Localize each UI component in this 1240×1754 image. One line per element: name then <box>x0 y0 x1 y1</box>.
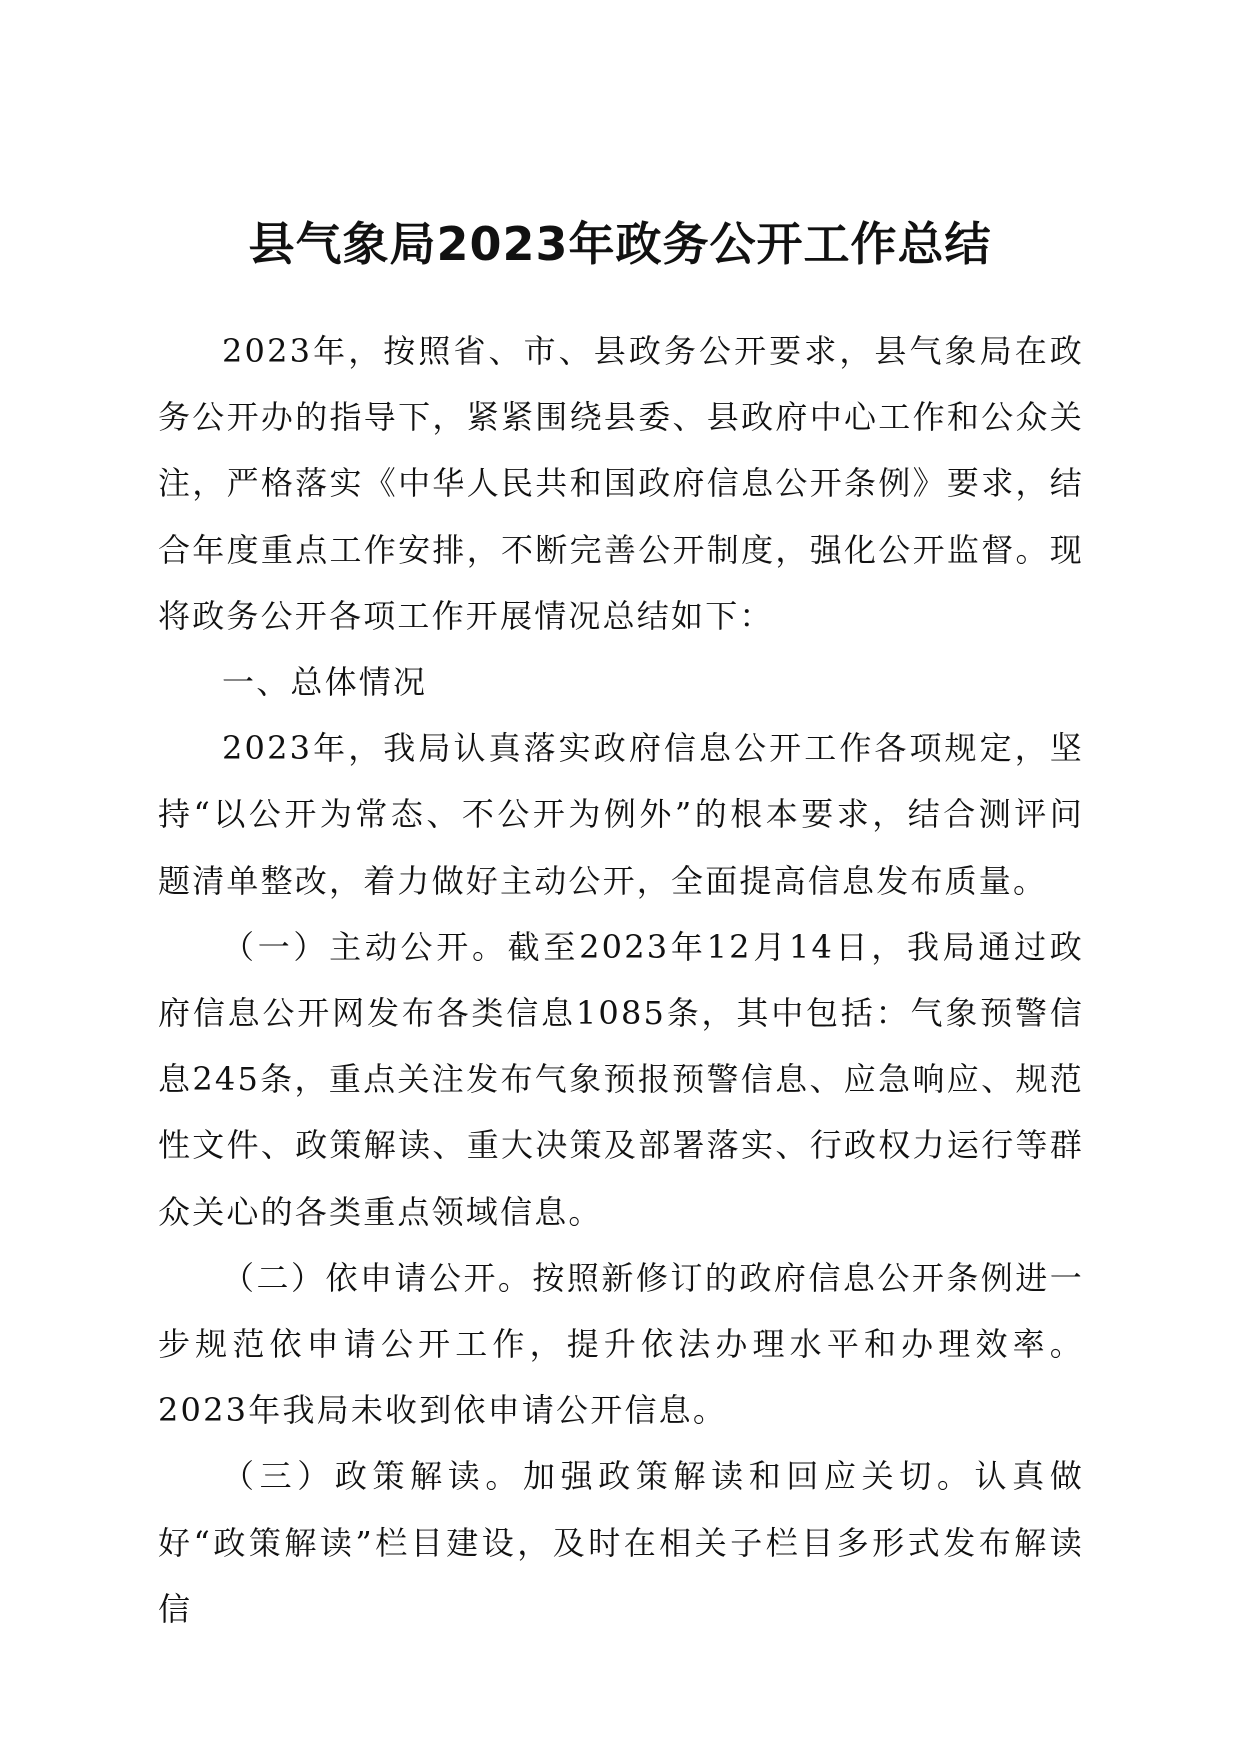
overview-paragraph: 2023年，我局认真落实政府信息公开工作各项规定，坚持“以公开为常态、不公开为例外”的根本要求，结合测评问题清单整改，着力做好主动公开，全面提高信息发布质量。 <box>158 729 1084 900</box>
policy-interpretation-paragraph: （三）政策解读。加强政策解读和回应关切。认真做好“政策解读”栏目建设，及时在相关子栏目多形式发布解读信 <box>158 1457 1084 1628</box>
application-disclosure-paragraph: （二）依申请公开。按照新修订的政府信息公开条例进一步规范依申请公开工作，提升依法办理水平和办理效率。2023年我局未收到依申请公开信息。 <box>158 1258 1084 1430</box>
document-body <box>158 318 1084 1642</box>
document-title: 县气象局2023年政务公开工作总结 <box>248 217 992 271</box>
active-disclosure-paragraph: （一）主动公开。截至2023年12月14日，我局通过政府信息公开网发布各类信息1085条，其中包括：气象预警信息245条，重点关注发布气象预报预警信息、应急响应、规范性文件、政策解读、重大决策及部署落实、行政权力运行等群众关心的各类重点领域信息。 <box>158 927 1084 1231</box>
intro-paragraph: 2023年，按照省、市、县政务公开要求，县气象局在政务公开办的指导下，紧紧围绕县委、县政府中心工作和公众关注，严格落实《中华人民共和国政府信息公开条例》要求，结合年度重点工作安排，不断完善公开制度，强化公开监督。现将政务公开各项工作开展情况总结如下： <box>158 332 1084 635</box>
section-heading-overview: 一、总体情况 <box>222 663 428 702</box>
